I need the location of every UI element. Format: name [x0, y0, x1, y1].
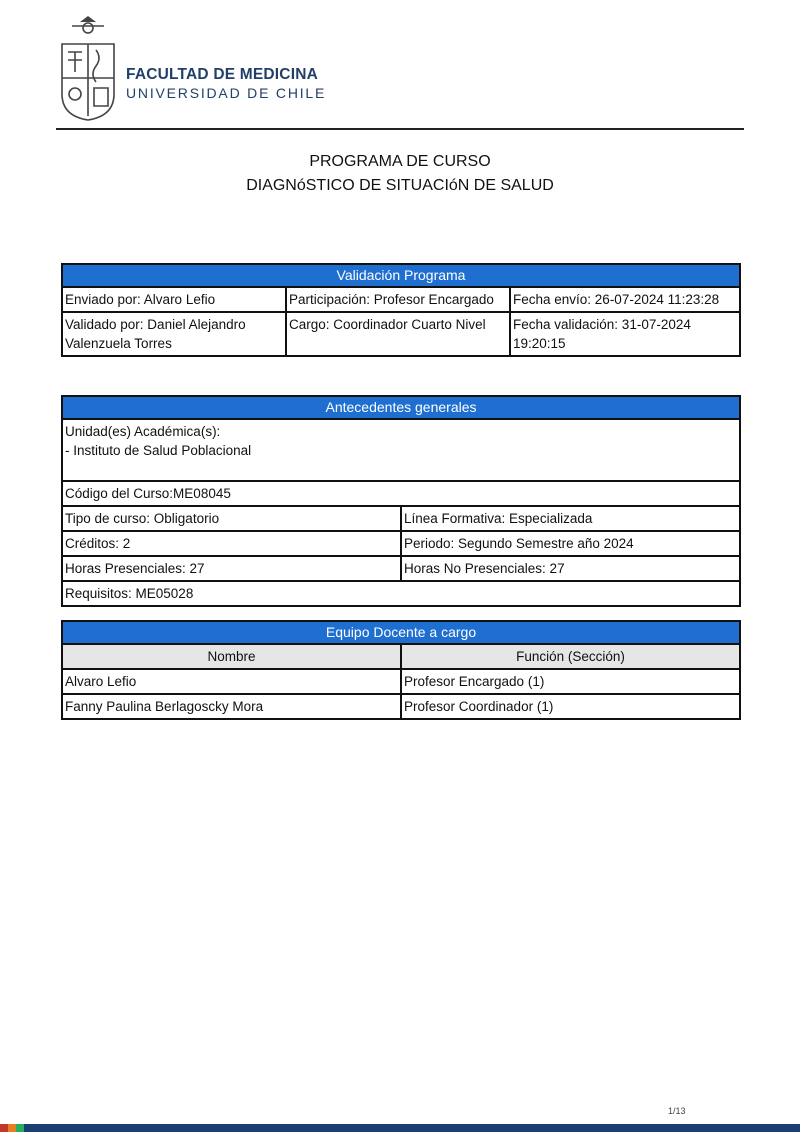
- table-row: [62, 287, 740, 312]
- formative-line: Línea Formativa: Especializada: [401, 506, 740, 531]
- participation: Participación: Profesor Encargado: [286, 287, 510, 312]
- teaching-team-heading: Equipo Docente a cargo: [62, 621, 740, 644]
- course-type: Tipo de curso: Obligatorio: [62, 506, 401, 531]
- remote-hours: Horas No Presenciales: 27: [401, 556, 740, 581]
- header-rule: [56, 128, 744, 130]
- validation-table: [61, 263, 741, 357]
- teacher-role: Profesor Encargado (1): [401, 669, 740, 694]
- teaching-team-table: [61, 620, 741, 720]
- academic-unit-cell: [62, 419, 740, 481]
- table-row: [62, 531, 740, 556]
- footer-stripe: [8, 1124, 16, 1132]
- page-number: 1/13: [668, 1106, 686, 1116]
- footer-stripe: [0, 1124, 8, 1132]
- sent-date: Fecha envío: 26-07-2024 11:23:28: [510, 287, 740, 312]
- program-title: PROGRAMA DE CURSO: [309, 153, 491, 170]
- page-header: [56, 16, 746, 130]
- table-row: [62, 581, 740, 606]
- credits: Créditos: 2: [62, 531, 401, 556]
- in-person-hours: Horas Presenciales: 27: [62, 556, 401, 581]
- table-row: [62, 419, 740, 481]
- teacher-name: Fanny Paulina Berlagoscky Mora: [62, 694, 401, 719]
- footer-stripe: [16, 1124, 24, 1132]
- academic-unit-value: - Instituto de Salud Poblacional: [65, 443, 252, 458]
- table-row: [62, 506, 740, 531]
- general-info-heading: Antecedentes generales: [62, 396, 740, 419]
- table-row: [62, 312, 740, 356]
- course-title: DIAGNóSTICO DE SITUACIóN DE SALUD: [246, 177, 554, 194]
- requirements: Requisitos: ME05028: [62, 581, 740, 606]
- teacher-name: Alvaro Lefio: [62, 669, 401, 694]
- general-info-table: [61, 395, 741, 607]
- table-row: [62, 481, 740, 506]
- teacher-role: Profesor Coordinador (1): [401, 694, 740, 719]
- university-name: UNIVERSIDAD DE CHILE: [126, 85, 327, 101]
- validation-date: Fecha validación: 31-07-2024 19:20:15: [510, 312, 740, 356]
- academic-unit-label: Unidad(es) Académica(s):: [65, 424, 221, 439]
- university-crest-logo: [56, 16, 120, 124]
- validated-by: Validado por: Daniel Alejandro Valenzuela Torres: [62, 312, 286, 356]
- position: Cargo: Coordinador Cuarto Nivel: [286, 312, 510, 356]
- sent-by: Enviado por: Alvaro Lefio: [62, 287, 286, 312]
- table-row: [62, 694, 740, 719]
- period: Periodo: Segundo Semestre año 2024: [401, 531, 740, 556]
- course-code: Código del Curso:ME08045: [62, 481, 740, 506]
- column-header-name: Nombre: [62, 644, 401, 669]
- footer-color-bar: [0, 1124, 800, 1132]
- column-header-role: Función (Sección): [401, 644, 740, 669]
- table-row: [62, 669, 740, 694]
- validation-heading: Validación Programa: [62, 264, 740, 287]
- faculty-name: FACULTAD DE MEDICINA: [126, 66, 318, 83]
- table-header-row: [62, 644, 740, 669]
- table-row: [62, 556, 740, 581]
